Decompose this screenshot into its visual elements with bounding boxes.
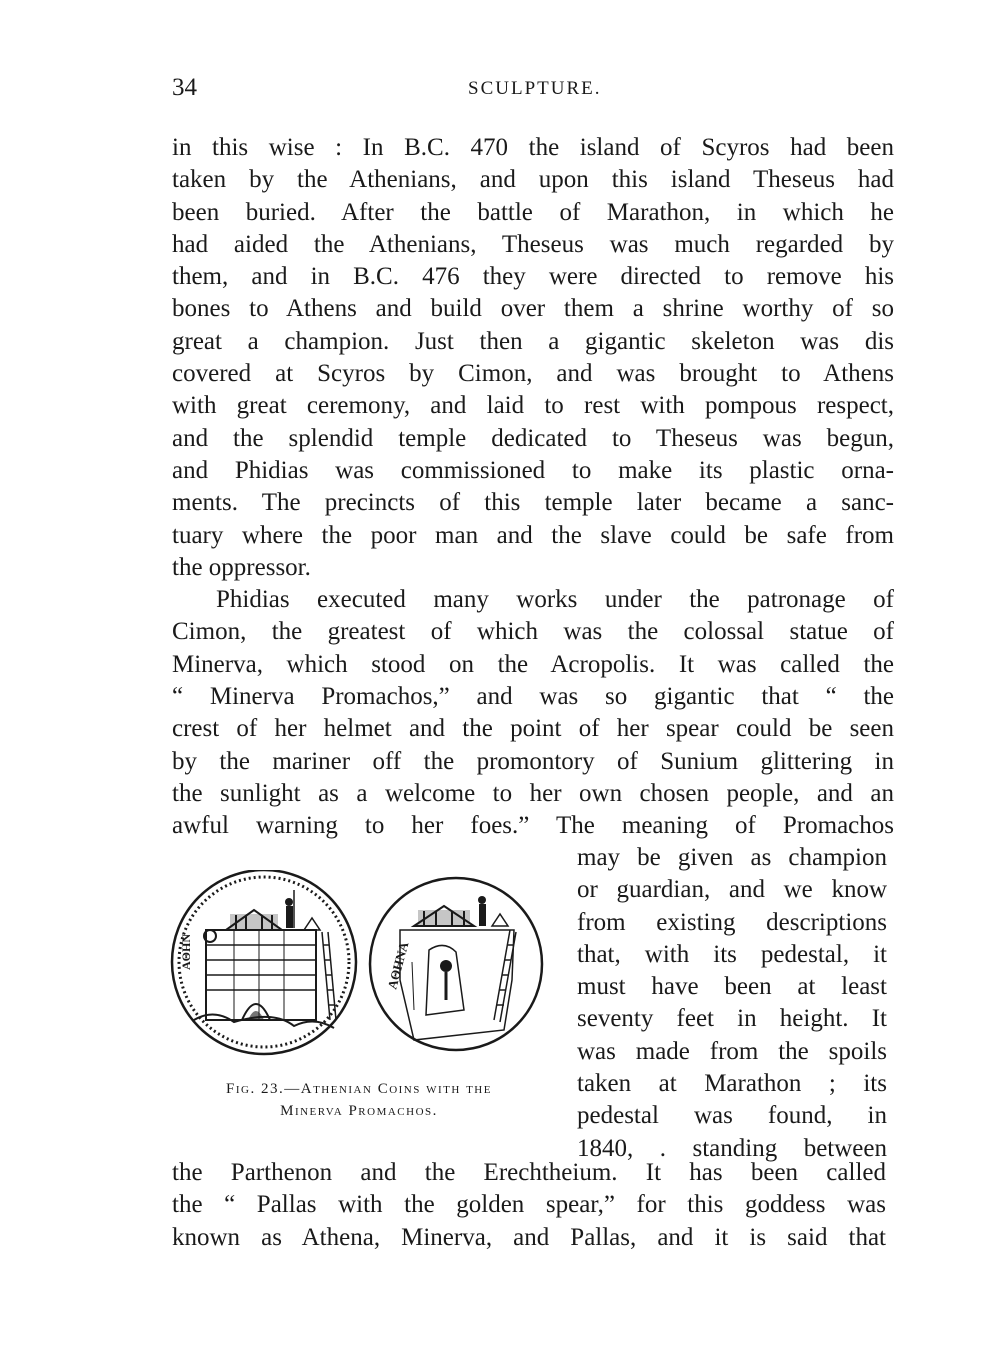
text-line: that, with its pedestal, it (577, 940, 887, 968)
text-line: been buried. After the battle of Marathon, in which he (172, 198, 894, 226)
text-line: the sunlight as a welcome to her own chosen people, and an (172, 779, 894, 807)
text-line: Phidias executed many works under the patronage of (216, 586, 894, 614)
text-line: crest of her helmet and the point of her spear could be seen (172, 715, 894, 743)
wrapped-text-column (577, 842, 887, 1165)
text-line: and Phidias was commissioned to make its plastic orna- (172, 456, 894, 484)
text-line: ments. The precincts of this temple later became a sanc- (172, 489, 894, 517)
main-text (172, 132, 894, 843)
figure-caption (164, 1078, 554, 1122)
coins-illustration (164, 870, 554, 1070)
page-header (0, 74, 1000, 114)
text-line: taken at Marathon ; its (577, 1070, 887, 1098)
running-head: SCULPTURE. (468, 78, 602, 99)
text-line: them, and in B.C. 476 they were directed to remove his (172, 263, 894, 291)
text-line: bones to Athens and build over them a shrine worthy of so (172, 295, 894, 323)
text-line: “ Minerva Promachos,” and was so gigantic that “ the (172, 683, 894, 711)
text-line: the Parthenon and the Erechtheium. It has been called (172, 1159, 886, 1186)
text-line: Cimon, the greatest of which was the colossal statue of (172, 618, 894, 646)
text-line: taken by the Athenians, and upon this island Theseus had (172, 166, 894, 194)
text-line: Minerva, which stood on the Acropolis. It was called the (172, 650, 894, 678)
text-line: great a champion. Just then a gigantic skeleton was dis (172, 327, 894, 355)
text-line: by the mariner off the promontory of Sunium glittering in (172, 747, 894, 775)
text-line: must have been at least (577, 973, 887, 1001)
text-line: tuary where the poor man and the slave could be safe from (172, 521, 894, 549)
caption-line: Minerva Promachos. (280, 1103, 438, 1119)
text-line: awful warning to her foes.” The meaning of Promachos (172, 812, 894, 840)
coin-left-illustration (172, 870, 356, 1054)
text-line: seventy feet in height. It (577, 1005, 887, 1033)
text-line: the oppressor. (172, 553, 311, 581)
text-line: was made from the spoils (577, 1037, 887, 1065)
text-line: covered at Scyros by Cimon, and was brought to Athens (172, 360, 894, 388)
paragraph-2 (172, 584, 894, 842)
coin-left-legend: AΘHN (179, 934, 193, 970)
text-line: the “ Pallas with the golden spear,” for this goddess was (172, 1191, 886, 1219)
text-line: in this wise : In B.C. 470 the island of Scyros had been (172, 134, 894, 161)
coin-right-illustration (370, 878, 542, 1050)
text-line: and the splendid temple dedicated to Theseus was begun, (172, 424, 894, 452)
bottom-text (172, 1157, 886, 1254)
text-line: from existing descriptions (577, 908, 887, 936)
text-line: may be given as champion (577, 844, 887, 871)
text-line: with great ceremony, and laid to rest with pompous respect, (172, 392, 894, 420)
text-line: or guardian, and we know (577, 876, 887, 904)
paragraph-1 (172, 132, 894, 584)
caption-line: Fig. 23.—Athenian Coins with the (226, 1081, 492, 1097)
figure-athenian-coins (164, 870, 554, 1140)
text-line: had aided the Athenians, Theseus was much regarded by (172, 230, 894, 258)
coin-right-legend: AΘHNA (384, 940, 412, 991)
page-number: 34 (172, 74, 197, 101)
text-line: 1840, . standing between (577, 1134, 887, 1162)
text-line: pedestal was found, in (577, 1102, 887, 1130)
text-line: known as Athena, Minerva, and Pallas, and it is said that (172, 1223, 886, 1251)
